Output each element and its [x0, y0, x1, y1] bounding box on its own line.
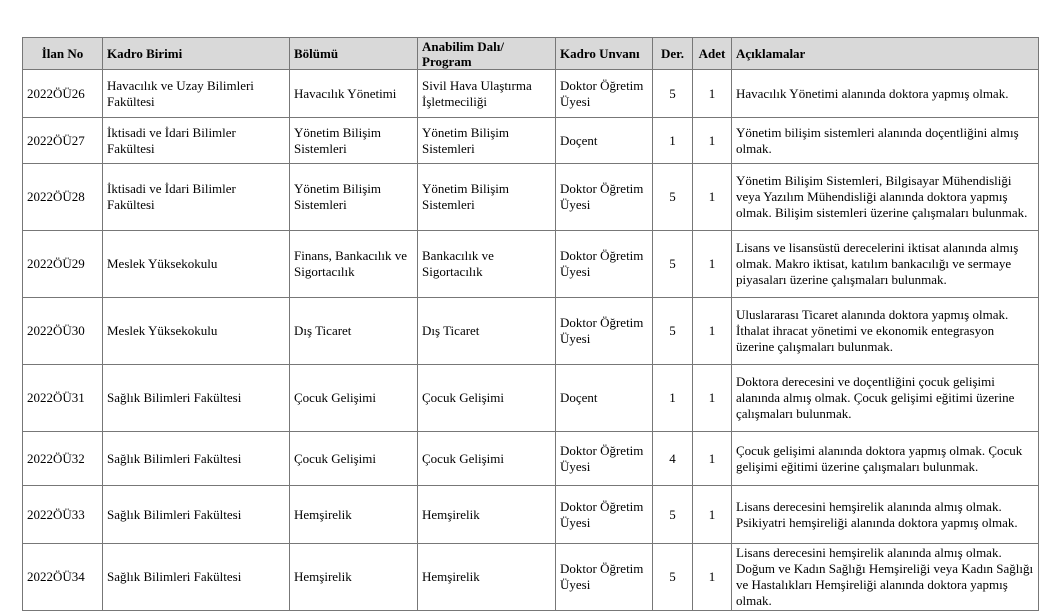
header-ilan-no: İlan No	[23, 38, 103, 70]
cell-kadro-unvani: Doktor Öğretim Üyesi	[556, 231, 653, 298]
cell-kadro-unvani: Doçent	[556, 365, 653, 432]
cell-kadro-birimi: Meslek Yüksekokulu	[103, 231, 290, 298]
cell-aciklama: Çocuk gelişimi alanında doktora yapmış olmak. Çocuk gelişimi eğitimi üzerine çalışmaları bulunmak.	[732, 432, 1039, 486]
cell-ilan-no: 2022ÖÜ30	[23, 298, 103, 365]
cell-aciklama: Doktora derecesini ve doçentliğini çocuk gelişimi alanında almış olmak. Çocuk gelişimi eğitimi üzerine çalışmaları bulunmak.	[732, 365, 1039, 432]
cell-kadro-birimi: Sağlık Bilimleri Fakültesi	[103, 486, 290, 544]
cell-derece: 5	[653, 486, 693, 544]
cell-kadro-unvani: Doktor Öğretim Üyesi	[556, 164, 653, 231]
cell-adet: 1	[693, 70, 732, 118]
cell-adet: 1	[693, 544, 732, 611]
table-row	[23, 164, 1039, 231]
cell-ilan-no: 2022ÖÜ31	[23, 365, 103, 432]
header-aciklamalar: Açıklamalar	[732, 38, 1039, 70]
cell-bolumu: Dış Ticaret	[290, 298, 418, 365]
cell-ilan-no: 2022ÖÜ26	[23, 70, 103, 118]
cell-bolumu: Finans, Bankacılık ve Sigortacılık	[290, 231, 418, 298]
cell-kadro-unvani: Doktor Öğretim Üyesi	[556, 544, 653, 611]
cell-adet: 1	[693, 118, 732, 164]
cell-derece: 1	[653, 365, 693, 432]
cell-aciklama: Lisans ve lisansüstü derecelerini iktisat alanında almış olmak. Makro iktisat, katılım bankacılığı ve sermaye piyasaları üzerine çalışmaları bulunmak.	[732, 231, 1039, 298]
cell-derece: 5	[653, 164, 693, 231]
header-kadro-birimi: Kadro Birimi	[103, 38, 290, 70]
cell-ilan-no: 2022ÖÜ27	[23, 118, 103, 164]
table-row	[23, 432, 1039, 486]
cell-anabilim-dali: Çocuk Gelişimi	[418, 432, 556, 486]
header-bolumu: Bölümü	[290, 38, 418, 70]
cell-bolumu: Hemşirelik	[290, 486, 418, 544]
cell-anabilim-dali: Sivil Hava Ulaştırma İşletmeciliği	[418, 70, 556, 118]
cell-kadro-birimi: Sağlık Bilimleri Fakültesi	[103, 544, 290, 611]
cell-kadro-birimi: Havacılık ve Uzay Bilimleri Fakültesi	[103, 70, 290, 118]
cell-adet: 1	[693, 298, 732, 365]
cell-adet: 1	[693, 432, 732, 486]
cell-kadro-unvani: Doktor Öğretim Üyesi	[556, 70, 653, 118]
table-row	[23, 544, 1039, 611]
cell-aciklama: Lisans derecesini hemşirelik alanında almış olmak. Doğum ve Kadın Sağlığı Hemşireliği veya Kadın Sağlığı ve Hastalıkları Hemşireliği alanında doktora yapmış olmak.	[732, 544, 1039, 611]
cell-bolumu: Yönetim Bilişim Sistemleri	[290, 118, 418, 164]
cell-kadro-unvani: Doktor Öğretim Üyesi	[556, 486, 653, 544]
cell-ilan-no: 2022ÖÜ33	[23, 486, 103, 544]
header-row	[23, 38, 1039, 70]
cell-aciklama: Yönetim Bilişim Sistemleri, Bilgisayar Mühendisliği veya Yazılım Mühendisliği alanında doktora yapmış olmak. Bilişim sistemleri üzerine çalışmaları bulunmak.	[732, 164, 1039, 231]
cell-kadro-unvani: Doktor Öğretim Üyesi	[556, 298, 653, 365]
cell-kadro-birimi: Sağlık Bilimleri Fakültesi	[103, 432, 290, 486]
cell-anabilim-dali: Çocuk Gelişimi	[418, 365, 556, 432]
cell-derece: 1	[653, 118, 693, 164]
cell-derece: 5	[653, 231, 693, 298]
cell-anabilim-dali: Hemşirelik	[418, 544, 556, 611]
table-row	[23, 486, 1039, 544]
cell-bolumu: Hemşirelik	[290, 544, 418, 611]
job-listing-table	[22, 37, 1039, 611]
table-row	[23, 298, 1039, 365]
cell-aciklama: Havacılık Yönetimi alanında doktora yapmış olmak.	[732, 70, 1039, 118]
cell-kadro-birimi: Sağlık Bilimleri Fakültesi	[103, 365, 290, 432]
cell-anabilim-dali: Dış Ticaret	[418, 298, 556, 365]
cell-ilan-no: 2022ÖÜ28	[23, 164, 103, 231]
cell-derece: 5	[653, 70, 693, 118]
cell-kadro-unvani: Doçent	[556, 118, 653, 164]
cell-aciklama: Yönetim bilişim sistemleri alanında doçentliğini almış olmak.	[732, 118, 1039, 164]
cell-anabilim-dali: Hemşirelik	[418, 486, 556, 544]
cell-derece: 5	[653, 298, 693, 365]
cell-adet: 1	[693, 486, 732, 544]
cell-ilan-no: 2022ÖÜ34	[23, 544, 103, 611]
cell-derece: 5	[653, 544, 693, 611]
cell-kadro-birimi: İktisadi ve İdari Bilimler Fakültesi	[103, 118, 290, 164]
table-row	[23, 118, 1039, 164]
cell-bolumu: Havacılık Yönetimi	[290, 70, 418, 118]
cell-kadro-unvani: Doktor Öğretim Üyesi	[556, 432, 653, 486]
table-row	[23, 365, 1039, 432]
cell-adet: 1	[693, 231, 732, 298]
header-kadro-unvani: Kadro Unvanı	[556, 38, 653, 70]
cell-kadro-birimi: Meslek Yüksekokulu	[103, 298, 290, 365]
header-adet: Adet	[693, 38, 732, 70]
cell-derece: 4	[653, 432, 693, 486]
header-anabilim-dali: Anabilim Dalı/ Program	[418, 38, 556, 70]
cell-bolumu: Çocuk Gelişimi	[290, 365, 418, 432]
cell-aciklama: Lisans derecesini hemşirelik alanında almış olmak. Psikiyatri hemşireliği alanında doktora yapmış olmak.	[732, 486, 1039, 544]
cell-anabilim-dali: Yönetim Bilişim Sistemleri	[418, 164, 556, 231]
cell-adet: 1	[693, 365, 732, 432]
cell-anabilim-dali: Yönetim Bilişim Sistemleri	[418, 118, 556, 164]
cell-anabilim-dali: Bankacılık ve Sigortacılık	[418, 231, 556, 298]
cell-bolumu: Çocuk Gelişimi	[290, 432, 418, 486]
cell-aciklama: Uluslararası Ticaret alanında doktora yapmış olmak. İthalat ihracat yönetimi ve ekonomik entegrasyon üzerine çalışmaları bulunmak.	[732, 298, 1039, 365]
header-derece: Der.	[653, 38, 693, 70]
cell-ilan-no: 2022ÖÜ32	[23, 432, 103, 486]
table-row	[23, 70, 1039, 118]
table-row	[23, 231, 1039, 298]
cell-ilan-no: 2022ÖÜ29	[23, 231, 103, 298]
cell-adet: 1	[693, 164, 732, 231]
cell-bolumu: Yönetim Bilişim Sistemleri	[290, 164, 418, 231]
cell-kadro-birimi: İktisadi ve İdari Bilimler Fakültesi	[103, 164, 290, 231]
